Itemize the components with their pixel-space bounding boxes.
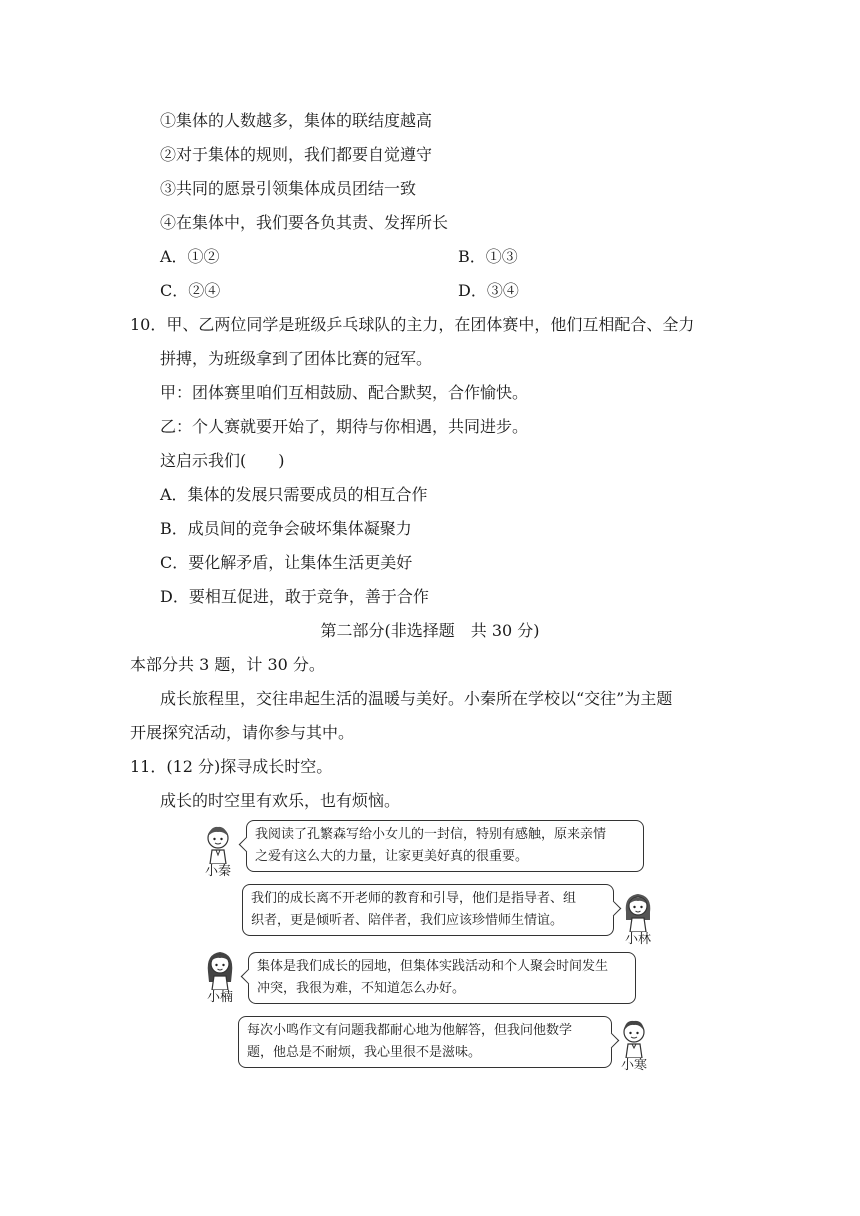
part2-title: 第二部分(非选择题 共 30 分) <box>320 621 540 640</box>
q9-option-d: D．③④ <box>458 281 519 300</box>
boy-icon <box>619 1018 649 1058</box>
q9-statement-3: ③共同的愿景引领集体成员团结一致 <box>160 179 417 198</box>
bubble-line: 集体是我们成长的园地，但集体实践活动和个人聚会时间发生 <box>257 959 609 974</box>
q10-option-b: B．成员间的竞争会破坏集体凝聚力 <box>160 519 412 538</box>
q10-yi-quote: 乙：个人赛就要开始了，期待与你相遇，共同进步。 <box>160 417 529 436</box>
avatar-xiaohan <box>614 1018 654 1074</box>
speech-bubble-xiaolin <box>242 884 614 936</box>
girl-icon <box>621 890 655 932</box>
bubble-line: 织者，更是倾听者、陪伴者，我们应该珍惜师生情谊。 <box>251 913 564 928</box>
q11-lead: 成长的时空里有欢乐，也有烦恼。 <box>160 791 401 810</box>
q9-option-c: C．②④ <box>160 281 221 300</box>
girl-icon <box>204 948 236 990</box>
part2-summary: 本部分共 3 题，计 30 分。 <box>130 655 325 674</box>
q9-statement-4: ④在集体中，我们要各负其责、发挥所长 <box>160 213 449 232</box>
q10-prompt: 这启示我们( ) <box>160 451 285 470</box>
part2-intro-line2: 开展探究活动，请你参与其中。 <box>130 723 355 742</box>
q11-stem: 11．(12 分)探寻成长时空。 <box>130 757 333 776</box>
q9-option-a: A．①② <box>160 247 220 266</box>
speaker-name-xiaonan: 小楠 <box>206 990 233 1005</box>
bubble-line: 之爱有这么大的力量，让家更美好真的很重要。 <box>255 849 529 864</box>
speaker-name-xiaolin: 小林 <box>624 932 651 947</box>
q10-option-a: A．集体的发展只需要成员的相互合作 <box>160 485 428 504</box>
avatar-xiaolin <box>618 890 658 948</box>
bubble-line: 我阅读了孔繁森写给小女儿的一封信，特别有感触，原来亲情 <box>255 827 607 842</box>
speaker-name-xiaoqin: 小秦 <box>204 864 231 879</box>
bubble-line: 题，他总是不耐烦，我心里很不是滋味。 <box>247 1045 482 1060</box>
q9-statement-2: ②对于集体的规则，我们都要自觉遵守 <box>160 145 433 164</box>
avatar-xiaonan <box>200 948 240 1006</box>
bubble-line: 每次小鸣作文有问题我都耐心地为他解答，但我问他数学 <box>247 1023 573 1038</box>
speaker-name-xiaohan: 小寒 <box>620 1058 647 1073</box>
dialogue-figure <box>196 818 656 1080</box>
speech-bubble-xiaohan <box>238 1016 612 1068</box>
q10-stem-line2: 拼搏，为班级拿到了团体比赛的冠军。 <box>160 349 433 368</box>
bubble-line: 冲突，我很为难，不知道怎么办好。 <box>257 981 466 996</box>
q10-stem-line1: 10．甲、乙两位同学是班级乒乓球队的主力，在团体赛中，他们互相配合、全力 <box>130 315 695 334</box>
q9-option-b: B．①③ <box>458 247 518 266</box>
boy-icon <box>203 824 233 864</box>
speech-bubble-xiaonan <box>248 952 636 1004</box>
part2-intro-line1: 成长旅程里，交往串起生活的温暖与美好。小秦所在学校以“交往”为主题 <box>160 689 673 708</box>
avatar-xiaoqin <box>198 824 238 880</box>
speech-bubble-xiaoqin <box>246 820 644 872</box>
q10-option-c: C．要化解矛盾，让集体生活更美好 <box>160 553 413 572</box>
bubble-line: 我们的成长离不开老师的教育和引导，他们是指导者、组 <box>251 891 577 906</box>
q9-statement-1: ①集体的人数越多，集体的联结度越高 <box>160 111 433 130</box>
q10-jia-quote: 甲：团体赛里咱们互相鼓励、配合默契，合作愉快。 <box>160 383 529 402</box>
q10-option-d: D．要相互促进，敢于竞争，善于合作 <box>160 587 429 606</box>
